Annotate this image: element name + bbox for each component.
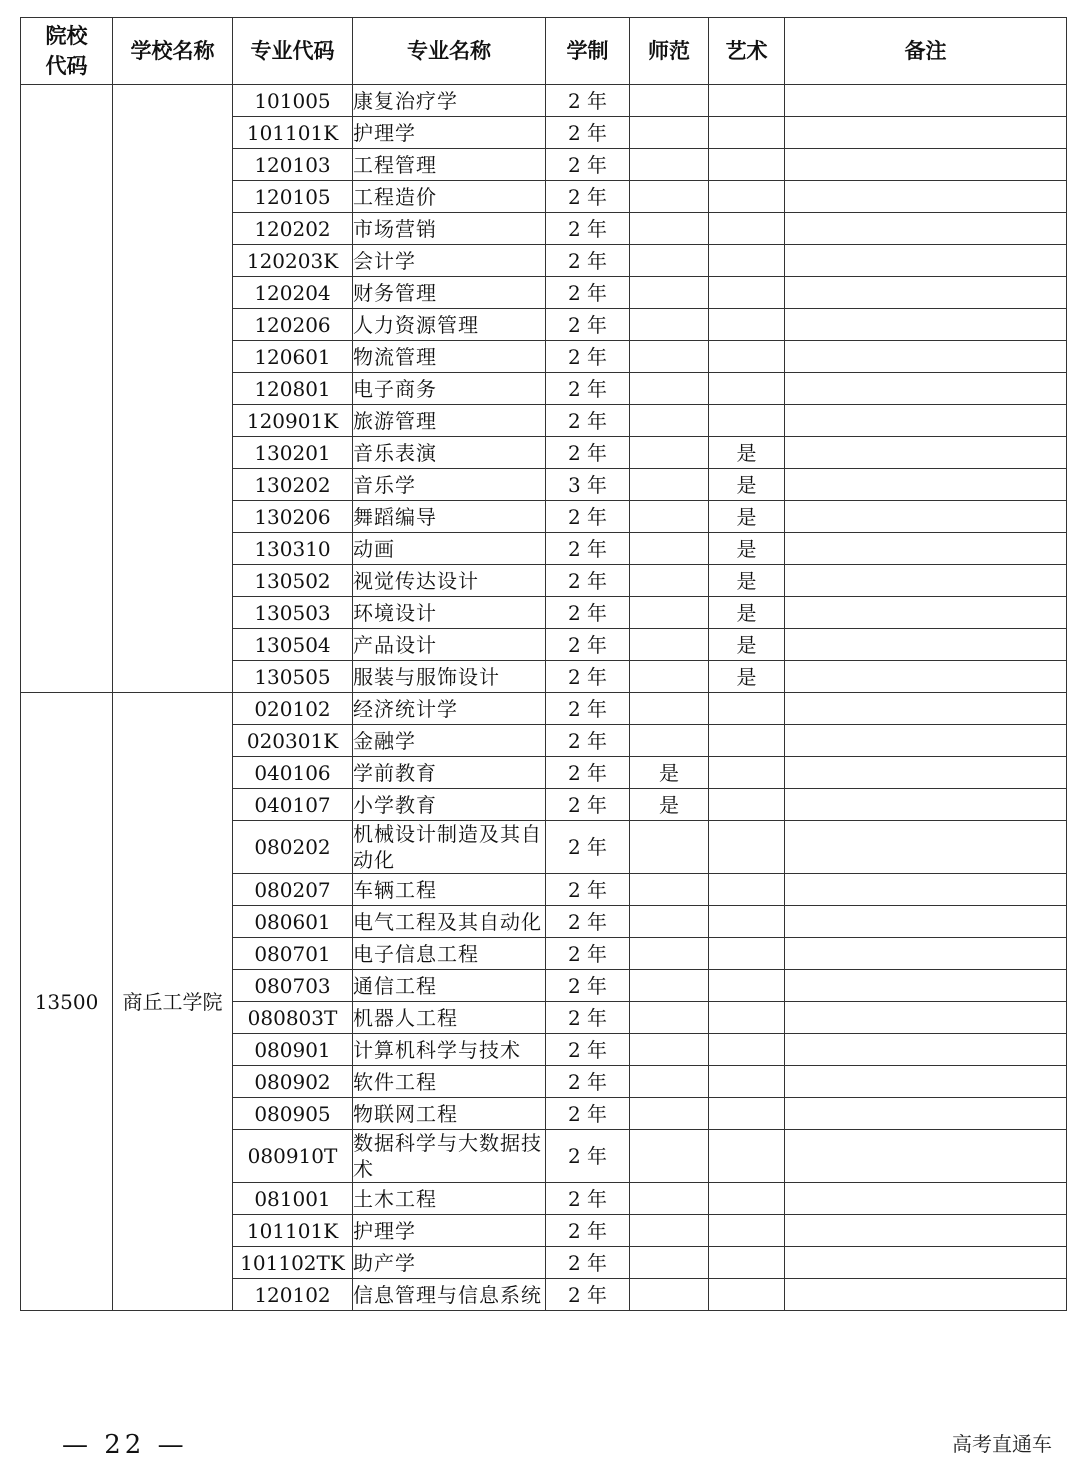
years-cell: 2 年 — [546, 437, 630, 469]
major-name-cell: 旅游管理 — [353, 405, 546, 437]
major-code-cell: 120206 — [233, 309, 353, 341]
remark-cell — [785, 661, 1067, 693]
normal-cell — [630, 693, 709, 725]
normal-cell — [630, 149, 709, 181]
art-cell — [709, 821, 785, 874]
years-cell: 2 年 — [546, 597, 630, 629]
years-cell: 2 年 — [546, 277, 630, 309]
major-name-cell: 康复治疗学 — [353, 85, 546, 117]
remark-cell — [785, 469, 1067, 501]
major-code-cell: 130201 — [233, 437, 353, 469]
major-code-cell: 120105 — [233, 181, 353, 213]
major-code-cell: 080803T — [233, 1002, 353, 1034]
remark-cell — [785, 1002, 1067, 1034]
normal-cell — [630, 1098, 709, 1130]
years-cell: 2 年 — [546, 85, 630, 117]
years-cell: 2 年 — [546, 341, 630, 373]
normal-cell — [630, 1002, 709, 1034]
years-cell: 2 年 — [546, 1002, 630, 1034]
normal-cell: 是 — [630, 789, 709, 821]
art-cell — [709, 789, 785, 821]
major-name-cell: 信息管理与信息系统 — [353, 1279, 546, 1311]
art-cell — [709, 1066, 785, 1098]
normal-cell — [630, 437, 709, 469]
major-code-cell: 080202 — [233, 821, 353, 874]
major-name-cell: 电子信息工程 — [353, 938, 546, 970]
remark-cell — [785, 874, 1067, 906]
remark-cell — [785, 789, 1067, 821]
remark-cell — [785, 213, 1067, 245]
major-name-cell: 动画 — [353, 533, 546, 565]
remark-cell — [785, 277, 1067, 309]
art-cell — [709, 213, 785, 245]
major-name-cell: 小学教育 — [353, 789, 546, 821]
major-name-cell: 车辆工程 — [353, 874, 546, 906]
normal-cell — [630, 938, 709, 970]
major-code-cell: 081001 — [233, 1183, 353, 1215]
major-code-cell: 080703 — [233, 970, 353, 1002]
art-cell — [709, 1002, 785, 1034]
art-cell — [709, 277, 785, 309]
remark-cell — [785, 1066, 1067, 1098]
art-cell: 是 — [709, 565, 785, 597]
art-cell — [709, 906, 785, 938]
normal-cell — [630, 1066, 709, 1098]
header-school-code: 院校代码 — [21, 18, 113, 85]
years-cell: 2 年 — [546, 1066, 630, 1098]
years-cell: 2 年 — [546, 309, 630, 341]
major-name-cell: 计算机科学与技术 — [353, 1034, 546, 1066]
remark-cell — [785, 181, 1067, 213]
remark-cell — [785, 565, 1067, 597]
art-cell — [709, 341, 785, 373]
normal-cell — [630, 821, 709, 874]
normal-cell — [630, 373, 709, 405]
header-school-name: 学校名称 — [113, 18, 233, 85]
major-name-cell: 软件工程 — [353, 1066, 546, 1098]
remark-cell — [785, 1130, 1067, 1183]
art-cell — [709, 1183, 785, 1215]
remark-cell — [785, 1215, 1067, 1247]
major-name-cell: 机械设计制造及其自动化 — [353, 821, 546, 874]
art-cell: 是 — [709, 661, 785, 693]
header-normal: 师范 — [630, 18, 709, 85]
remark-cell — [785, 693, 1067, 725]
normal-cell — [630, 341, 709, 373]
years-cell: 2 年 — [546, 149, 630, 181]
major-name-cell: 人力资源管理 — [353, 309, 546, 341]
table-body — [21, 85, 1067, 1311]
remark-cell — [785, 970, 1067, 1002]
normal-cell — [630, 661, 709, 693]
header-remark: 备注 — [785, 18, 1067, 85]
major-code-cell: 080910T — [233, 1130, 353, 1183]
normal-cell — [630, 277, 709, 309]
years-cell: 2 年 — [546, 117, 630, 149]
major-code-cell: 130206 — [233, 501, 353, 533]
major-code-cell: 130505 — [233, 661, 353, 693]
art-cell: 是 — [709, 629, 785, 661]
remark-cell — [785, 149, 1067, 181]
years-cell: 2 年 — [546, 661, 630, 693]
remark-cell — [785, 373, 1067, 405]
art-cell — [709, 970, 785, 1002]
watermark: 高考直通车 — [952, 1432, 1052, 1456]
major-code-cell: 120203K — [233, 245, 353, 277]
header-years: 学制 — [546, 18, 630, 85]
major-name-cell: 通信工程 — [353, 970, 546, 1002]
years-cell: 2 年 — [546, 1215, 630, 1247]
header-major-name: 专业名称 — [353, 18, 546, 85]
major-code-cell: 080207 — [233, 874, 353, 906]
major-code-cell: 101101K — [233, 1215, 353, 1247]
major-code-cell: 020301K — [233, 725, 353, 757]
years-cell: 2 年 — [546, 533, 630, 565]
years-cell: 2 年 — [546, 725, 630, 757]
major-code-cell: 080902 — [233, 1066, 353, 1098]
years-cell: 2 年 — [546, 757, 630, 789]
art-cell: 是 — [709, 533, 785, 565]
majors-table — [20, 17, 1067, 1311]
years-cell: 2 年 — [546, 373, 630, 405]
normal-cell — [630, 501, 709, 533]
art-cell — [709, 373, 785, 405]
major-code-cell: 080901 — [233, 1034, 353, 1066]
major-code-cell: 120102 — [233, 1279, 353, 1311]
major-code-cell: 130202 — [233, 469, 353, 501]
normal-cell — [630, 117, 709, 149]
art-cell — [709, 1130, 785, 1183]
major-code-cell: 130504 — [233, 629, 353, 661]
art-cell — [709, 245, 785, 277]
school-code-cell — [21, 85, 113, 693]
years-cell: 2 年 — [546, 789, 630, 821]
years-cell: 2 年 — [546, 1098, 630, 1130]
normal-cell — [630, 405, 709, 437]
major-name-cell: 服装与服饰设计 — [353, 661, 546, 693]
major-code-cell: 120601 — [233, 341, 353, 373]
art-cell: 是 — [709, 597, 785, 629]
art-cell: 是 — [709, 501, 785, 533]
remark-cell — [785, 1034, 1067, 1066]
normal-cell — [630, 725, 709, 757]
art-cell — [709, 85, 785, 117]
art-cell — [709, 1098, 785, 1130]
years-cell: 2 年 — [546, 1130, 630, 1183]
major-code-cell: 130310 — [233, 533, 353, 565]
normal-cell — [630, 533, 709, 565]
years-cell: 2 年 — [546, 970, 630, 1002]
art-cell — [709, 693, 785, 725]
art-cell: 是 — [709, 469, 785, 501]
major-name-cell: 音乐表演 — [353, 437, 546, 469]
normal-cell — [630, 1034, 709, 1066]
remark-cell — [785, 725, 1067, 757]
art-cell — [709, 405, 785, 437]
major-code-cell: 120801 — [233, 373, 353, 405]
years-cell: 3 年 — [546, 469, 630, 501]
major-name-cell: 舞蹈编导 — [353, 501, 546, 533]
normal-cell — [630, 245, 709, 277]
major-code-cell: 120202 — [233, 213, 353, 245]
years-cell: 2 年 — [546, 874, 630, 906]
header-art: 艺术 — [709, 18, 785, 85]
school-name-cell: 商丘工学院 — [113, 693, 233, 1311]
major-name-cell: 视觉传达设计 — [353, 565, 546, 597]
art-cell — [709, 1034, 785, 1066]
major-name-cell: 电子商务 — [353, 373, 546, 405]
years-cell: 2 年 — [546, 906, 630, 938]
major-code-cell: 120103 — [233, 149, 353, 181]
major-name-cell: 学前教育 — [353, 757, 546, 789]
years-cell: 2 年 — [546, 213, 630, 245]
major-name-cell: 助产学 — [353, 1247, 546, 1279]
remark-cell — [785, 437, 1067, 469]
years-cell: 2 年 — [546, 1247, 630, 1279]
major-name-cell: 物联网工程 — [353, 1098, 546, 1130]
major-code-cell: 040107 — [233, 789, 353, 821]
normal-cell — [630, 1183, 709, 1215]
major-name-cell: 机器人工程 — [353, 1002, 546, 1034]
major-code-cell: 101102TK — [233, 1247, 353, 1279]
major-name-cell: 音乐学 — [353, 469, 546, 501]
years-cell: 2 年 — [546, 245, 630, 277]
remark-cell — [785, 938, 1067, 970]
normal-cell — [630, 181, 709, 213]
remark-cell — [785, 1098, 1067, 1130]
school-name-cell — [113, 85, 233, 693]
major-name-cell: 工程造价 — [353, 181, 546, 213]
remark-cell — [785, 1279, 1067, 1311]
art-cell: 是 — [709, 437, 785, 469]
art-cell — [709, 149, 785, 181]
normal-cell — [630, 597, 709, 629]
normal-cell — [630, 874, 709, 906]
page-number: — 22 — — [62, 1430, 188, 1460]
years-cell: 2 年 — [546, 629, 630, 661]
normal-cell — [630, 1279, 709, 1311]
major-name-cell: 会计学 — [353, 245, 546, 277]
art-cell — [709, 874, 785, 906]
years-cell: 2 年 — [546, 181, 630, 213]
normal-cell — [630, 1247, 709, 1279]
major-code-cell: 101005 — [233, 85, 353, 117]
major-code-cell: 130503 — [233, 597, 353, 629]
table-header — [21, 18, 1067, 85]
art-cell — [709, 938, 785, 970]
major-name-cell: 经济统计学 — [353, 693, 546, 725]
header-major-code: 专业代码 — [233, 18, 353, 85]
normal-cell — [630, 906, 709, 938]
major-code-cell: 120901K — [233, 405, 353, 437]
major-code-cell: 080701 — [233, 938, 353, 970]
normal-cell — [630, 1130, 709, 1183]
years-cell: 2 年 — [546, 405, 630, 437]
years-cell: 2 年 — [546, 938, 630, 970]
table-row — [21, 693, 1067, 725]
major-code-cell: 120204 — [233, 277, 353, 309]
major-name-cell: 工程管理 — [353, 149, 546, 181]
remark-cell — [785, 117, 1067, 149]
normal-cell — [630, 629, 709, 661]
normal-cell — [630, 309, 709, 341]
normal-cell — [630, 469, 709, 501]
major-name-cell: 环境设计 — [353, 597, 546, 629]
remark-cell — [785, 597, 1067, 629]
art-cell — [709, 1279, 785, 1311]
remark-cell — [785, 85, 1067, 117]
art-cell — [709, 117, 785, 149]
major-code-cell: 040106 — [233, 757, 353, 789]
remark-cell — [785, 501, 1067, 533]
years-cell: 2 年 — [546, 1279, 630, 1311]
major-name-cell: 护理学 — [353, 117, 546, 149]
major-name-cell: 土木工程 — [353, 1183, 546, 1215]
table-row — [21, 85, 1067, 117]
years-cell: 2 年 — [546, 693, 630, 725]
normal-cell — [630, 970, 709, 1002]
school-code-cell: 13500 — [21, 693, 113, 1311]
major-name-cell: 护理学 — [353, 1215, 546, 1247]
remark-cell — [785, 405, 1067, 437]
major-code-cell: 130502 — [233, 565, 353, 597]
years-cell: 2 年 — [546, 501, 630, 533]
normal-cell — [630, 1215, 709, 1247]
art-cell — [709, 309, 785, 341]
years-cell: 2 年 — [546, 1034, 630, 1066]
major-name-cell: 市场营销 — [353, 213, 546, 245]
remark-cell — [785, 1247, 1067, 1279]
remark-cell — [785, 245, 1067, 277]
major-name-cell: 金融学 — [353, 725, 546, 757]
major-code-cell: 020102 — [233, 693, 353, 725]
normal-cell — [630, 85, 709, 117]
major-name-cell: 财务管理 — [353, 277, 546, 309]
major-name-cell: 电气工程及其自动化 — [353, 906, 546, 938]
art-cell — [709, 1215, 785, 1247]
years-cell: 2 年 — [546, 1183, 630, 1215]
art-cell — [709, 757, 785, 789]
years-cell: 2 年 — [546, 821, 630, 874]
years-cell: 2 年 — [546, 565, 630, 597]
normal-cell — [630, 565, 709, 597]
major-name-cell: 产品设计 — [353, 629, 546, 661]
art-cell — [709, 181, 785, 213]
remark-cell — [785, 1183, 1067, 1215]
normal-cell: 是 — [630, 757, 709, 789]
major-code-cell: 101101K — [233, 117, 353, 149]
art-cell — [709, 1247, 785, 1279]
remark-cell — [785, 533, 1067, 565]
major-name-cell: 物流管理 — [353, 341, 546, 373]
normal-cell — [630, 213, 709, 245]
remark-cell — [785, 629, 1067, 661]
remark-cell — [785, 341, 1067, 373]
major-code-cell: 080601 — [233, 906, 353, 938]
remark-cell — [785, 821, 1067, 874]
art-cell — [709, 725, 785, 757]
remark-cell — [785, 906, 1067, 938]
major-code-cell: 080905 — [233, 1098, 353, 1130]
remark-cell — [785, 309, 1067, 341]
major-name-cell: 数据科学与大数据技术 — [353, 1130, 546, 1183]
remark-cell — [785, 757, 1067, 789]
